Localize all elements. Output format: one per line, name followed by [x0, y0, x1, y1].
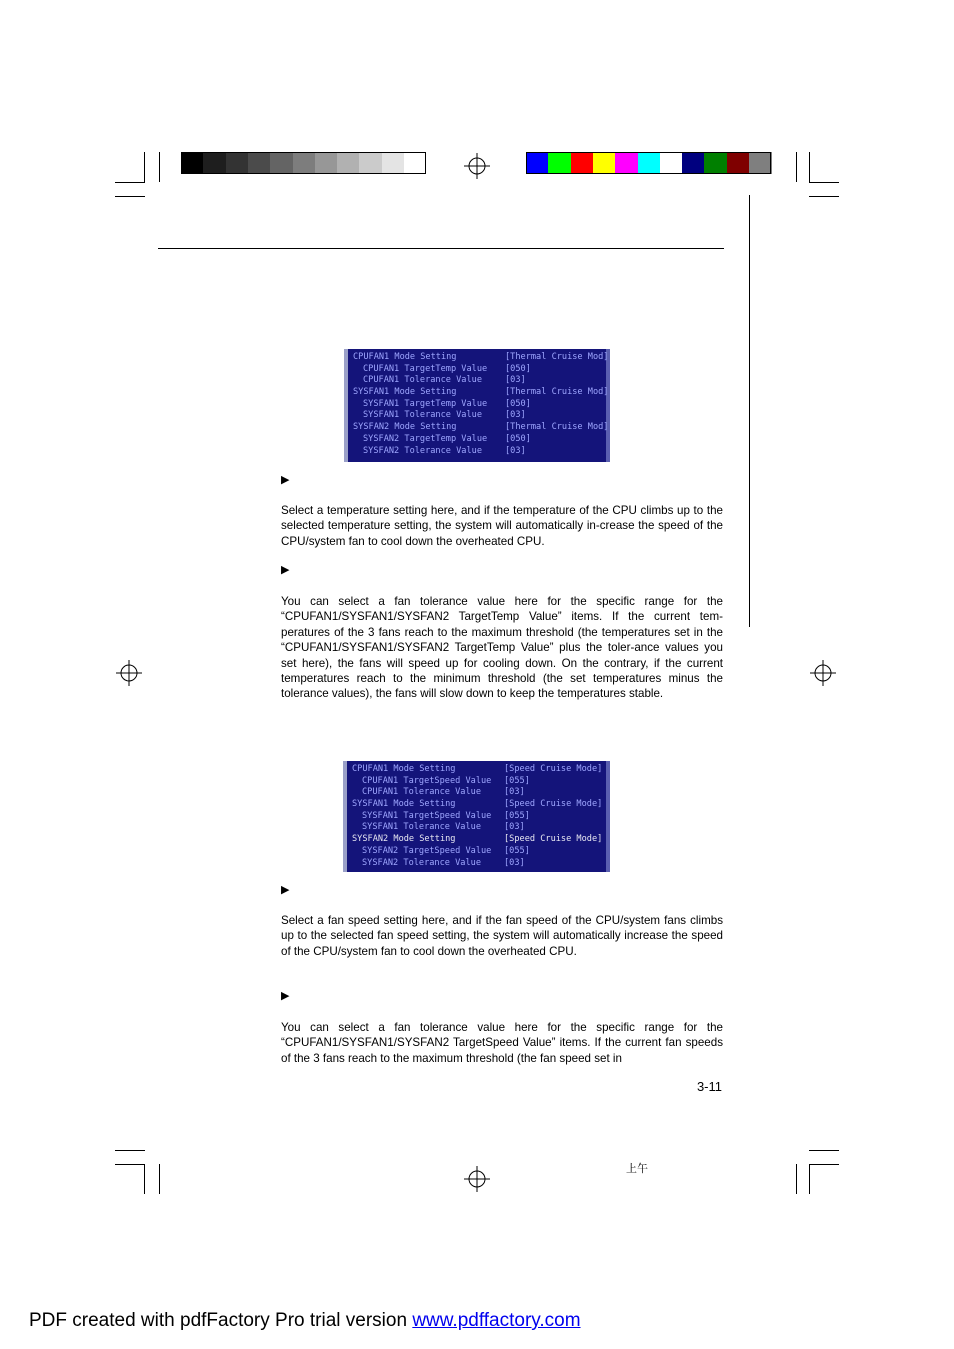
registration-mark-icon	[116, 660, 142, 686]
bullet-arrow-icon: ▶	[281, 990, 290, 1002]
bios-setting-row	[347, 834, 606, 846]
bios-setting-value: [03]	[504, 787, 525, 798]
bios-thermal-cruise-screenshot	[344, 349, 610, 462]
bios-setting-label: SYSFAN2 TargetSpeed Value	[362, 845, 492, 856]
bios-setting-label: SYSFAN1 Tolerance Value	[363, 410, 482, 421]
bios-setting-label: CPUFAN1 Tolerance Value	[363, 375, 482, 386]
bios-setting-row	[348, 434, 606, 446]
bios-speed-cruise-screenshot	[343, 761, 610, 872]
pdf-footer	[29, 1310, 581, 1332]
bios-setting-row	[347, 799, 606, 811]
bios-setting-label: SYSFAN2 Mode Setting	[352, 834, 456, 845]
header-rule	[158, 248, 724, 249]
bios-setting-label: SYSFAN1 Mode Setting	[352, 799, 456, 810]
bios-setting-label: SYSFAN1 TargetSpeed Value	[362, 810, 492, 821]
bios-setting-value: [03]	[504, 857, 525, 868]
bios-setting-label: CPUFAN1 Mode Setting	[352, 764, 456, 774]
registration-mark-icon	[810, 660, 836, 686]
bios-setting-row	[347, 846, 606, 858]
bios-setting-value: [Speed Cruise Mode]	[504, 834, 603, 845]
side-rule	[749, 195, 750, 627]
bios-setting-row	[348, 352, 609, 364]
bios-setting-value: [Thermal Cruise Mod]	[505, 422, 609, 433]
bios-setting-row	[347, 764, 606, 776]
bios-setting-value: [Speed Cruise Mode]	[504, 799, 603, 810]
bullet-arrow-icon: ▶	[281, 564, 290, 576]
registration-mark-icon	[464, 1166, 490, 1192]
page-number: 3-11	[696, 1079, 722, 1094]
bios-setting-label: CPUFAN1 Mode Setting	[353, 352, 457, 362]
bios-setting-row	[347, 811, 606, 823]
bios-setting-value: [050]	[505, 363, 531, 374]
bios-setting-value: [055]	[504, 845, 530, 856]
bios-setting-value: [03]	[505, 445, 526, 456]
bios-setting-row	[348, 446, 606, 458]
bios-setting-value: [03]	[505, 375, 526, 386]
registration-mark-icon	[464, 153, 490, 179]
bios-setting-row	[348, 387, 609, 399]
bullet-arrow-icon: ▶	[281, 474, 290, 486]
bios-setting-label: CPUFAN1 TargetSpeed Value	[362, 775, 492, 786]
bios-setting-row	[348, 375, 606, 387]
bios-setting-value: [Thermal Cruise Mod]	[505, 387, 609, 398]
bios-setting-row	[347, 787, 606, 799]
bios-setting-row	[348, 422, 609, 434]
bios-setting-value: [Thermal Cruise Mod]	[505, 352, 609, 362]
bios-setting-value: [03]	[505, 410, 526, 421]
bios-setting-label: CPUFAN1 Tolerance Value	[362, 787, 481, 798]
bios-setting-label: SYSFAN1 Mode Setting	[353, 387, 457, 398]
bios-setting-value: [055]	[504, 775, 530, 786]
bios-setting-row	[348, 399, 606, 411]
bios-setting-row	[347, 858, 606, 870]
bios-setting-value: [050]	[505, 398, 531, 409]
paragraph-target-speed: Select a fan speed setting here, and if the fan speed of the CPU/system fans climbs up to the selected fan speed setting, the system will automatically increase the speed of the CPU/system fan to cool down the overheated CPU.	[281, 914, 723, 958]
paragraph-speed-tolerance: You can select a fan tolerance value here for the specific range for the “CPUFAN1/SYSFAN1/SYSFAN2 TargetSpeed Value” items. If the current fan speeds of the 3 fans reach to the maximum threshold (the fan speed set in	[281, 1021, 723, 1065]
bios-setting-value: [050]	[505, 433, 531, 444]
bios-setting-value: [03]	[504, 822, 525, 833]
corner-mark: 上午	[626, 1163, 648, 1175]
bios-setting-row	[348, 410, 606, 422]
footer-link[interactable]: www.pdffactory.com	[412, 1310, 581, 1331]
bios-setting-label: SYSFAN2 Tolerance Value	[363, 445, 482, 456]
bios-setting-label: SYSFAN2 TargetTemp Value	[363, 433, 488, 444]
bios-setting-label: SYSFAN1 Tolerance Value	[362, 822, 481, 833]
bios-setting-row	[348, 364, 606, 376]
bios-setting-label: CPUFAN1 TargetTemp Value	[363, 363, 488, 374]
paragraph-temp-tolerance: You can select a fan tolerance value here for the specific range for the “CPUFAN1/SYSFAN1/SYSFAN2 TargetTemp Value” items. If the current tem-peratures of the 3 fans reach to the maximum threshold (the temperatures set in the “CPUFAN1/SYSFAN1/SYSFAN2 TargetTemp Value” plus the toler-ance values you set here), the fans will speed up for cooling down. On the contrary, if the current temperatures reach to the minimum threshold (the set temperatures minus the tolerance values), the fans will slow down to keep the temperatures stable.	[281, 595, 723, 701]
bios-setting-row	[347, 822, 606, 834]
bios-setting-row	[347, 776, 606, 788]
bios-setting-label: SYSFAN1 TargetTemp Value	[363, 398, 488, 409]
bios-setting-label: SYSFAN2 Tolerance Value	[362, 857, 481, 868]
bios-setting-value: [055]	[504, 810, 530, 821]
paragraph-target-temp: Select a temperature setting here, and if the temperature of the CPU climbs up to the selected temperature setting, the system will automatically in-crease the speed of the CPU/system fan to cool down the overheated CPU.	[281, 504, 723, 548]
footer-text: PDF created with pdfFactory Pro trial version	[29, 1310, 413, 1331]
bios-setting-value: [Speed Cruise Mode]	[504, 764, 603, 774]
bios-setting-label: SYSFAN2 Mode Setting	[353, 422, 457, 433]
bullet-arrow-icon: ▶	[281, 884, 290, 896]
